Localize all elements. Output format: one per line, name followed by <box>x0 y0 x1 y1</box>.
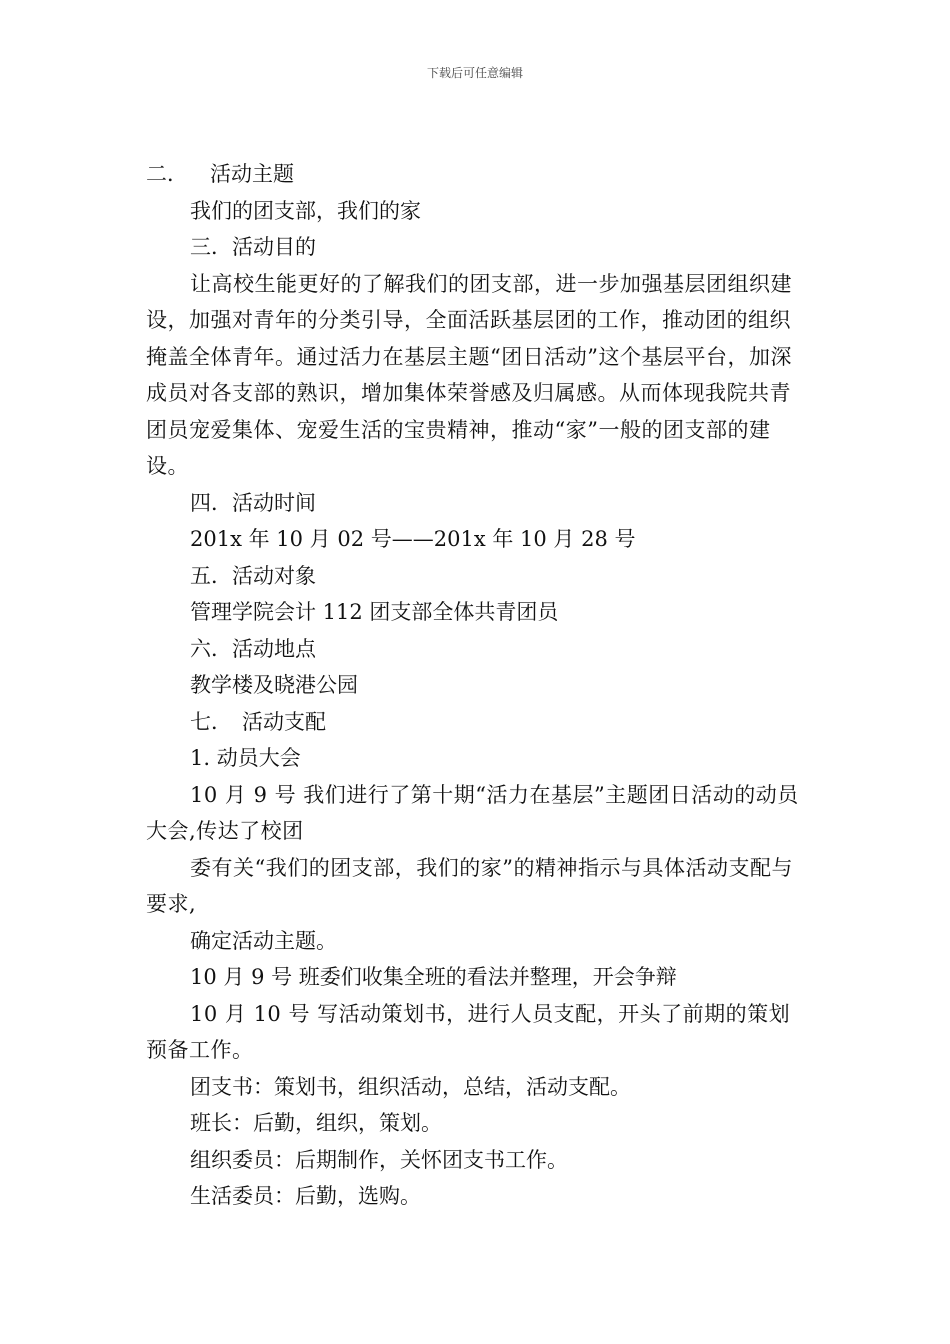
mobilization-paragraph-2: 委有关“我们的团支部，我们的家”的精神指示与具体活动支配与要求, <box>146 855 793 916</box>
mobilization-paragraph-4: 10 月 9 号 班委们收集全班的看法并整理，开会争辩 <box>190 965 677 989</box>
section-heading-target: 五．活动对象 <box>190 563 316 588</box>
section-number: 七． <box>190 709 232 734</box>
section-heading-location: 六．活动地点 <box>190 636 316 661</box>
mobilization-paragraph-3: 确定活动主题。 <box>190 928 337 953</box>
section-heading-theme <box>146 156 806 193</box>
section-heading-arrangement <box>146 704 806 741</box>
role-organization-member: 组织委员：后期制作，关怀团支书工作。 <box>190 1147 568 1172</box>
time-text: 201x 年 10 月 02 号——201x 年 10 月 28 号 <box>190 527 636 551</box>
role-monitor: 班长：后勤，组织，策划。 <box>190 1111 442 1135</box>
page-header-note: 下载后可任意编辑 <box>426 66 523 80</box>
document-body <box>146 156 806 1215</box>
theme-text: 我们的团支部，我们的家 <box>190 198 421 223</box>
mobilization-paragraph-1: 10 月 9 号 我们进行了第十期“活力在基层”主题团日活动的动员大会,传达了校团 <box>146 782 799 843</box>
purpose-paragraph: 让高校生能更好的了解我们的团支部，进一步加强基层团组织建设，加强对青年的分类引导，全面活跃基层团的工作，推动团的组织掩盖全体青年。通过活力在基层主题“团日活动”这个基层平台，加深成员对各支部的熟识，增加集体荣誉感及归属感。从而体现我院共青团员宠爱集体、宠爱生活的宝贵精神，推动“家”一般的团支部的建设。 <box>146 271 792 478</box>
section-number: 二． <box>146 162 188 186</box>
role-life-member: 生活委员：后勤，选购。 <box>190 1184 421 1208</box>
target-text: 管理学院会计 112 团支部全体共青团员 <box>190 600 559 624</box>
section-heading-purpose: 三．活动目的 <box>190 235 316 259</box>
subheading-mobilization: 1. 动员大会 <box>190 746 301 770</box>
section-title: 活动主题 <box>210 162 294 186</box>
location-text: 教学楼及晓港公园 <box>190 673 358 697</box>
section-heading-time: 四．活动时间 <box>190 490 316 515</box>
mobilization-paragraph-5: 10 月 10 号 写活动策划书，进行人员支配，开头了前期的策划预备工作。 <box>146 1001 791 1062</box>
section-title: 活动支配 <box>242 709 326 734</box>
role-secretary: 团支书：策划书，组织活动，总结，活动支配。 <box>190 1074 631 1099</box>
